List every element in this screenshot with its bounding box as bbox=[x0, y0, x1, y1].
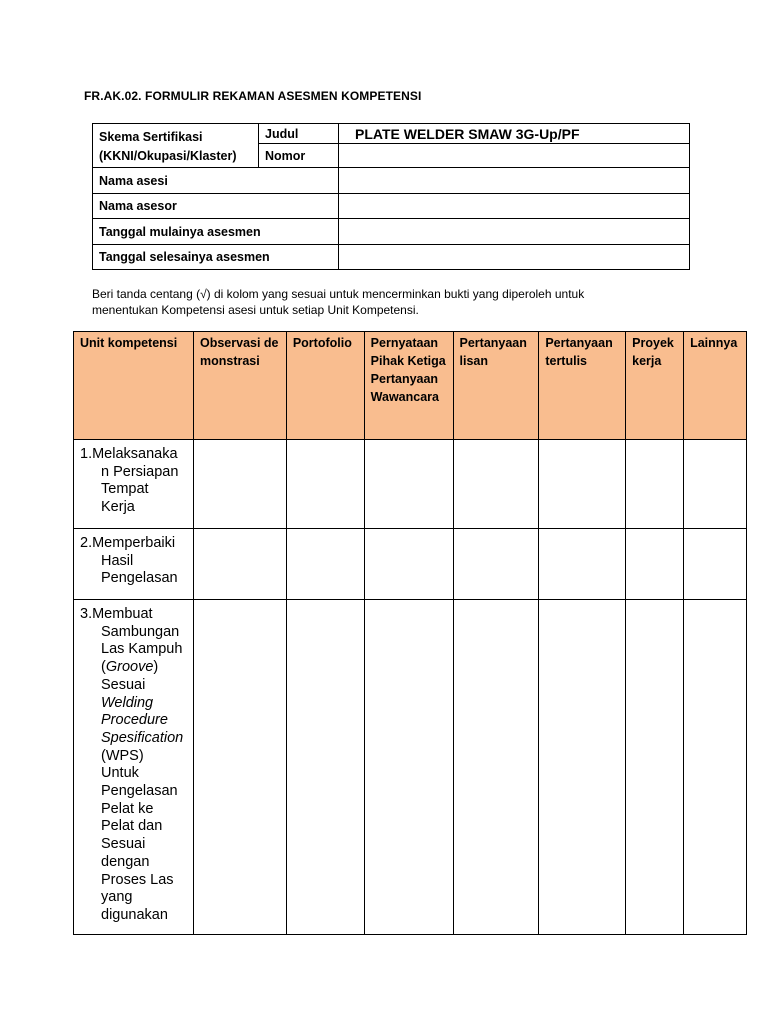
checkbox-cell[interactable] bbox=[193, 529, 286, 600]
checkbox-cell[interactable] bbox=[626, 440, 684, 529]
checkbox-cell[interactable] bbox=[684, 440, 747, 529]
checkbox-cell[interactable] bbox=[364, 529, 453, 600]
checkbox-cell[interactable] bbox=[286, 529, 364, 600]
checkbox-cell[interactable] bbox=[453, 600, 539, 935]
certification-info-table bbox=[92, 123, 690, 270]
checkbox-cell[interactable] bbox=[453, 529, 539, 600]
header-observasi: Observasi demonstrasi bbox=[193, 332, 286, 440]
checkbox-cell[interactable] bbox=[193, 440, 286, 529]
unit-cell-1: 1.Melaksanaka n Persiapan Tempat Kerja bbox=[74, 440, 194, 529]
nomor-label: Nomor bbox=[259, 144, 339, 168]
tanggal-selesai-label: Tanggal selesainya asesmen bbox=[93, 245, 339, 270]
checkbox-cell[interactable] bbox=[286, 600, 364, 935]
instruction-text bbox=[92, 287, 692, 318]
checkbox-cell[interactable] bbox=[364, 440, 453, 529]
checkbox-cell[interactable] bbox=[684, 600, 747, 935]
checkbox-cell[interactable] bbox=[453, 440, 539, 529]
checkbox-cell[interactable] bbox=[626, 600, 684, 935]
instruction-line1: Beri tanda centang (√) di kolom yang sesuai untuk mencerminkan bukti yang diperoleh untuk bbox=[92, 287, 585, 301]
header-pertanyaan-tertulis: Pertanyaan tertulis bbox=[539, 332, 626, 440]
schema-label-line1: Skema Sertifikasi bbox=[99, 129, 203, 144]
checkbox-cell[interactable] bbox=[286, 440, 364, 529]
header-unit-kompetensi: Unit kompetensi bbox=[74, 332, 194, 440]
unit-cell-2: 2.Memperbaiki Hasil Pengelasan bbox=[74, 529, 194, 600]
header-lainnya: Lainnya bbox=[684, 332, 747, 440]
tanggal-mulai-label: Tanggal mulainya asesmen bbox=[93, 219, 339, 245]
assessment-record-table bbox=[73, 331, 747, 935]
nama-asesi-label: Nama asesi bbox=[93, 168, 339, 194]
unit-cell-3: 3.Membuat Sambungan Las Kampuh (Groove) Sesuai Welding Procedure Spesification (WPS) Untuk Pengelasan Pelat ke Pelat dan Sesuai dengan Proses Las yang digunakan bbox=[74, 600, 194, 935]
header-pertanyaan-lisan: Pertanyaan lisan bbox=[453, 332, 539, 440]
schema-label bbox=[93, 124, 259, 168]
checkbox-cell[interactable] bbox=[684, 529, 747, 600]
nama-asesor-value bbox=[339, 194, 690, 219]
checkbox-cell[interactable] bbox=[539, 529, 626, 600]
nama-asesor-label: Nama asesor bbox=[93, 194, 339, 219]
schema-label-line2: (KKNI/Okupasi/Klaster) bbox=[99, 148, 237, 163]
table-row bbox=[74, 440, 747, 529]
header-proyek-kerja: Proyek kerja bbox=[626, 332, 684, 440]
checkbox-cell[interactable] bbox=[364, 600, 453, 935]
judul-value: PLATE WELDER SMAW 3G-Up/PF bbox=[339, 124, 690, 144]
checkbox-cell[interactable] bbox=[193, 600, 286, 935]
checkbox-cell[interactable] bbox=[626, 529, 684, 600]
header-pernyataan-pihak-ketiga: Pernyataan Pihak Ketiga Pertanyaan Wawancara bbox=[364, 332, 453, 440]
document-title: FR.AK.02. FORMULIR REKAMAN ASESMEN KOMPETENSI bbox=[84, 89, 422, 103]
table-row bbox=[74, 600, 747, 935]
table-row bbox=[74, 529, 747, 600]
header-portofolio: Portofolio bbox=[286, 332, 364, 440]
judul-label: Judul bbox=[259, 124, 339, 144]
nama-asesi-value bbox=[339, 168, 690, 194]
checkbox-cell[interactable] bbox=[539, 440, 626, 529]
checkbox-cell[interactable] bbox=[539, 600, 626, 935]
instruction-line2: menentukan Kompetensi asesi untuk setiap Unit Kompetensi. bbox=[92, 302, 419, 317]
tanggal-mulai-value bbox=[339, 219, 690, 245]
tanggal-selesai-value bbox=[339, 245, 690, 270]
nomor-value bbox=[339, 144, 690, 168]
